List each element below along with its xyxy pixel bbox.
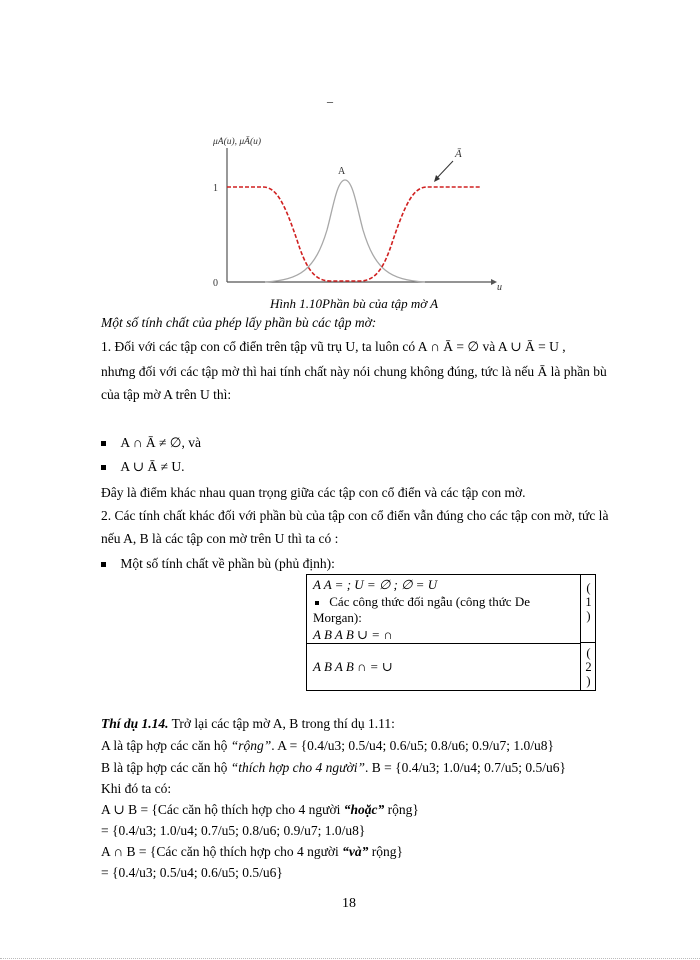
para3-line2: nếu A, B là các tập con mờ trên U thì ta có : [101,531,339,546]
number-digit: 2 [585,660,592,674]
para1-line2: nhưng đối với các tập mờ thì hai tính chất này nói chung không đúng, tức là nếu Ā là phần bù [101,364,607,379]
b-line-post: . B = {0.4/u3; 1.0/u4; 0.7/u5; 0.5/u6} [365,760,566,775]
table-row [307,643,580,691]
para1-line3: của tập mờ A trên U thì: [101,387,232,402]
page-number: 18 [342,896,356,911]
paren-open: ( [586,581,591,595]
inter-em: “và” [342,844,369,859]
example-a-line [101,738,554,754]
example-b-line [101,760,566,776]
example-title-line [101,716,395,732]
b-line-pre: B là tập hợp các căn hộ [101,760,231,775]
table-row1-line3: Morgan): [313,610,362,625]
table-row1-line2-text: Các công thức đối ngẫu (công thức De [329,594,530,609]
union-pre: A ∪ B = {Các căn hộ thích hợp cho 4 người [101,802,344,817]
page-top-mark: _ [327,90,333,104]
curve-label-abar: Ā [455,148,462,160]
paren-open: ( [586,646,591,660]
a-line-post: . A = {0.4/u3; 0.5/u4; 0.6/u5; 0.8/u6; 0.9/u7; 1.0/u8} [271,738,554,753]
union-em: “hoặc” [343,802,385,817]
a-line-em: “rộng” [230,738,272,753]
bullet-item [101,435,201,451]
x-axis-label: u [497,282,502,293]
bullet-text: A ∩ Ā ≠ ∅, và [120,435,202,450]
figure-caption: Hình 1.10Phần bù của tập mờ A [270,296,439,311]
table-row1-line1: A A = ; U = ∅ ; ∅ = U [313,577,438,592]
properties-table [306,574,596,691]
table-row [307,575,580,644]
table-row2-number [580,643,596,691]
section-heading: Một số tính chất của phép lấy phần bù các tập mờ: [101,315,377,330]
bullet-item [101,459,184,475]
example-then: Khi đó ta có: [101,781,172,796]
table-row1-line4: A B A B ∪ = ∩ [313,627,393,642]
inter-pre: A ∩ B = {Các căn hộ thích hợp cho 4 người [101,844,343,859]
bullet-icon [101,562,106,567]
table-row2-line1: A B A B ∩ = ∪ [313,659,393,674]
complement-curve [227,187,480,281]
para1-line1: 1. Đối với các tập con cổ điển trên tập vũ trụ U, ta luôn có A ∩ Ā = ∅ và A ∪ Ā = U , [101,339,566,354]
bullet-icon [101,465,106,470]
table-row1-number [580,575,596,643]
complement-figure [205,130,525,319]
para3-line1: 2. Các tính chất khác đối với phần bù của tập con cổ điển vẫn đúng cho các tập con mờ, tức là [101,508,609,523]
tick-zero: 0 [213,278,218,289]
example-title: Thí dụ 1.14. [101,716,169,731]
para2: Đây là điểm khác nhau quan trọng giữa các tập con cổ điển và các tập con mờ. [101,485,526,500]
bullet-item [101,556,335,572]
table-row1-line2 [315,594,530,610]
abar-pointer [436,161,453,179]
intersection-value: = {0.4/u3; 0.5/u4; 0.6/u5; 0.5/u6} [101,865,283,880]
set-a-curve [265,180,425,282]
inter-post: rộng} [368,844,404,859]
bullet-icon [315,601,319,605]
number-digit: 1 [585,595,592,609]
paren-close: ) [586,609,591,623]
union-value: = {0.4/u3; 1.0/u4; 0.7/u5; 0.8/u6; 0.9/u7; 1.0/u8} [101,823,366,838]
b-line-em: “thích hợp cho 4 người” [230,760,365,775]
page-bottom-border [0,958,700,959]
example-intro: Trở lại các tập mờ A, B trong thí dụ 1.11: [168,716,395,731]
curve-label-a: A [338,166,346,177]
bullet-text: A ∪ Ā ≠ U. [120,459,185,474]
intersection-line [101,844,403,860]
y-axis-label: μA(u), μĀ(u) [213,137,262,147]
tick-one: 1 [213,183,218,194]
bullet-text: Một số tính chất về phần bù (phủ định): [120,556,335,571]
paren-close: ) [586,674,591,688]
union-line [101,802,419,818]
membership-chart [205,130,525,315]
union-post: rộng} [384,802,419,817]
a-line-pre: A là tập hợp các căn hộ [101,738,231,753]
bullet-icon [101,441,106,446]
